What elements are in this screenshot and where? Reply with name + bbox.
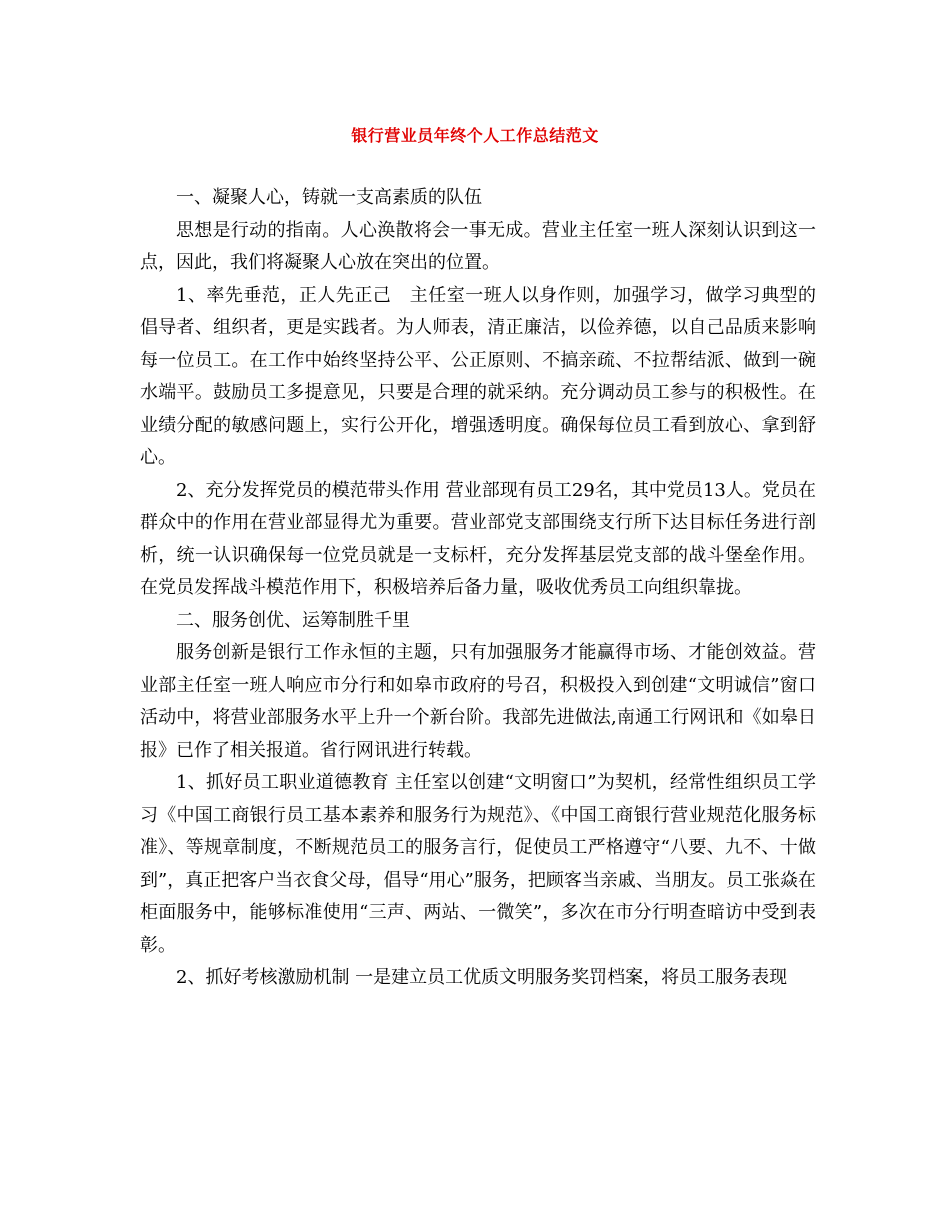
- paragraph: 2、抓好考核激励机制 一是建立员工优质文明服务奖罚档案，将员工服务表现: [176, 967, 788, 988]
- document-title: 银行营业员年终个人工作总结范文: [351, 126, 599, 145]
- document-body: [140, 182, 816, 995]
- paragraph: 服务创新是银行工作永恒的主题，只有加强服务才能赢得市场、才能创效益。营业部主任室一班人响应市分行和如皋市政府的号召，积极投入到创建“文明诚信”窗口活动中，将营业部服务水平上升一个新台阶。我部先进做法,南通工行网讯和《如皋日报》已作了相关报道。省行网讯进行转载。: [140, 642, 816, 761]
- paragraph: 2、充分发挥党员的模范带头作用 营业部现有员工29名，其中党员13人。党员在群众中的作用在营业部显得尤为重要。营业部党支部围绕支行所下达目标任务进行剖析，统一认识确保每一位党员就是一支标杆，充分发挥基层党支部的战斗堡垒作用。在党员发挥战斗模范作用下，积极培养后备力量，吸收优秀员工向组织靠拢。: [140, 479, 816, 598]
- paragraph: 1、抓好员工职业道德教育 主任室以创建“文明窗口”为契机，经常性组织员工学习《中国工商银行员工基本素养和服务行为规范》、《中国工商银行营业规范化服务标准》、等规章制度，不断规范员工的服务言行，促使员工严格遵守“八要、九不、十做到”，真正把客户当衣食父母，倡导“用心”服务，把顾客当亲戚、当朋友。员工张焱在柜面服务中，能够标准使用“三声、两站、一微笑”，多次在市分行明查暗访中受到表彰。: [140, 772, 816, 956]
- paragraph: 思想是行动的指南。人心涣散将会一事无成。营业主任室一班人深刻认识到这一点，因此，我们将凝聚人心放在突出的位置。: [140, 219, 816, 273]
- paragraph: 1、率先垂范，正人先正己 主任室一班人以身作则，加强学习，做学习典型的倡导者、组织者，更是实践者。为人师表，清正廉洁，以俭养德，以自己品质来影响每一位员工。在工作中始终坚持公平、公正原则、不搞亲疏、不拉帮结派、做到一碗水端平。鼓励员工多提意见，只要是合理的就采纳。充分调动员工参与的积极性。在业绩分配的敏感问题上，实行公开化，增强透明度。确保每位员工看到放心、拿到舒心。: [140, 284, 816, 468]
- section-heading-1: 一、凝聚人心，铸就一支高素质的队伍: [176, 187, 482, 208]
- section-heading-2: 二、服务创优、运筹制胜千里: [176, 609, 410, 631]
